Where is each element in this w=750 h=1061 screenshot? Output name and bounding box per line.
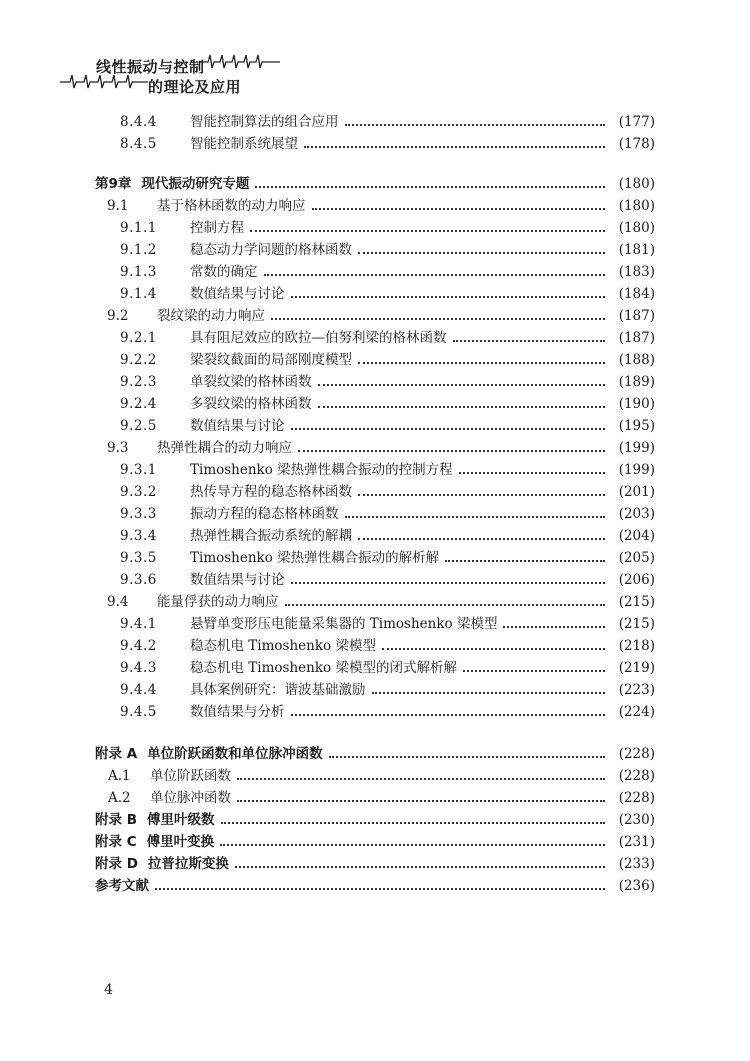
toc-entry-number: 9.2.5	[120, 418, 157, 434]
toc-entry-title: 智能控制算法的组合应用	[190, 114, 339, 130]
toc-entry-page: (230)	[618, 812, 655, 828]
toc-entry[interactable]	[0, 500, 750, 522]
leader-dots	[221, 821, 606, 824]
toc-entry-title: 稳态动力学问题的格林函数	[190, 242, 352, 258]
page-number: 4	[104, 982, 113, 998]
leader-dots	[237, 799, 605, 802]
toc-entry[interactable]	[0, 828, 750, 850]
toc-entry-title: 数值结果与讨论	[190, 286, 285, 302]
toc-entry-title: 裂纹梁的动力响应	[157, 308, 265, 324]
toc-entry-page: (236)	[618, 878, 655, 894]
toc-entry-number: 8.4.5	[120, 136, 157, 152]
toc-entry-number: 8.4.4	[120, 114, 157, 130]
toc-entry[interactable]	[0, 346, 750, 368]
toc-entry-title: 数值结果与讨论	[190, 418, 285, 434]
toc-entry[interactable]	[0, 390, 750, 412]
toc-entry-page: (180)	[618, 176, 655, 192]
toc-entry-title: 能量俘获的动力响应	[157, 594, 279, 610]
toc-entry-page: (184)	[618, 286, 655, 302]
toc-entry-title: 热传导方程的稳态格林函数	[190, 484, 352, 500]
toc-entry[interactable]	[0, 850, 750, 872]
leader-dots	[318, 383, 606, 386]
toc-entry-title: 具有阻尼效应的欧拉—伯努利梁的格林函数	[190, 330, 447, 346]
toc-entry-page: (195)	[618, 418, 655, 434]
toc-entry-title: 傅里叶级数	[147, 812, 215, 828]
toc-entry[interactable]	[0, 324, 750, 346]
toc-entry-number: 9.4.2	[120, 638, 157, 654]
leader-dots	[291, 713, 606, 716]
leader-dots	[358, 361, 605, 364]
header-title-line1: 线性振动与控制	[96, 58, 205, 76]
toc-entry-title: 稳态机电 Timoshenko 梁模型	[190, 638, 376, 654]
toc-entry-number: 9.4.3	[120, 660, 157, 676]
toc-entry-page: (215)	[618, 616, 655, 632]
toc-entry[interactable]	[0, 214, 750, 236]
toc-entry-number: 9.3.2	[120, 484, 157, 500]
toc-entry[interactable]	[0, 872, 750, 894]
toc-entry-title: 基于格林函数的动力响应	[157, 198, 306, 214]
toc-entry[interactable]	[0, 130, 750, 152]
toc-entry-title: Timoshenko 梁热弹性耦合振动的控制方程	[190, 462, 453, 478]
toc-entry-page: (219)	[618, 660, 655, 676]
leader-dots	[382, 647, 605, 650]
toc-entry-page: (199)	[618, 462, 655, 478]
leader-dots	[255, 185, 605, 188]
leader-dots	[220, 843, 605, 846]
toc-entry[interactable]	[0, 170, 750, 192]
leader-dots	[372, 691, 606, 694]
toc-entry-page: (204)	[618, 528, 655, 544]
leader-dots	[291, 295, 606, 298]
toc-entry[interactable]	[0, 478, 750, 500]
toc-entry-page: (228)	[618, 790, 655, 806]
toc-entry[interactable]	[0, 762, 750, 784]
toc-entry-number: A.1	[108, 768, 131, 784]
toc-entry[interactable]	[0, 740, 750, 762]
toc-entry[interactable]	[0, 654, 750, 676]
toc-entry-page: (231)	[618, 834, 655, 850]
toc-entry[interactable]	[0, 412, 750, 434]
toc-entry-number: 9.3.1	[120, 462, 157, 478]
leader-dots	[503, 625, 605, 628]
toc-entry-page: (201)	[618, 484, 655, 500]
toc-entry[interactable]	[0, 784, 750, 806]
toc-entry-title: 悬臂单变形压电能量采集器的 Timoshenko 梁模型	[190, 616, 498, 632]
leader-dots	[445, 559, 605, 562]
leader-dots	[271, 317, 605, 320]
toc-entry[interactable]	[0, 698, 750, 720]
toc-entry-number: 第9章	[95, 176, 132, 192]
leader-dots	[291, 581, 606, 584]
toc-entry[interactable]	[0, 676, 750, 698]
toc-entry-page: (233)	[618, 856, 655, 872]
toc-entry-title: 单位脉冲函数	[150, 790, 231, 806]
leader-dots	[345, 515, 606, 518]
toc-entry-title: 常数的确定	[190, 264, 258, 280]
toc-entry-number: 9.1.3	[120, 264, 157, 280]
toc-entry-number: 9.3.3	[120, 506, 157, 522]
toc-entry-number: 9.3.4	[120, 528, 157, 544]
leader-dots	[250, 229, 605, 232]
leader-dots	[358, 537, 605, 540]
leader-dots	[312, 207, 606, 210]
leader-dots	[235, 865, 605, 868]
leader-dots	[453, 339, 606, 342]
leader-dots	[318, 405, 606, 408]
toc-entry-page: (188)	[618, 352, 655, 368]
toc-entry[interactable]	[0, 522, 750, 544]
toc-entry-page: (178)	[618, 136, 655, 152]
waveform-icon	[200, 52, 280, 72]
toc-entry-title: 热弹性耦合振动系统的解耦	[190, 528, 352, 544]
toc-entry[interactable]	[0, 108, 750, 130]
toc-entry-number: A.2	[108, 790, 131, 806]
toc-entry-number: 附录 D	[95, 856, 138, 872]
toc-entry-number: 9.1	[107, 198, 129, 214]
toc-entry[interactable]	[0, 368, 750, 390]
toc-entry-page: (187)	[618, 308, 655, 324]
leader-dots	[264, 273, 606, 276]
toc-entry-page: (189)	[618, 374, 655, 390]
toc-entry-number: 9.4.1	[120, 616, 157, 632]
toc-entry-page: (223)	[618, 682, 655, 698]
toc-entry-title: 热弹性耦合的动力响应	[157, 440, 292, 456]
toc-entry[interactable]	[0, 302, 750, 324]
leader-dots	[345, 123, 606, 126]
toc-entry-page: (180)	[618, 198, 655, 214]
leader-dots	[304, 145, 605, 148]
toc-entry-number: 9.3.5	[120, 550, 157, 566]
toc-entry-number: 附录 C	[95, 834, 137, 850]
leader-dots	[358, 251, 605, 254]
toc-entry[interactable]	[0, 192, 750, 214]
leader-dots	[285, 603, 606, 606]
toc-entry-page: (206)	[618, 572, 655, 588]
toc-entry-title: 参考文献	[95, 878, 149, 894]
leader-dots	[155, 887, 605, 890]
toc-entry[interactable]	[0, 280, 750, 302]
toc-entry-title: 梁裂纹截面的局部刚度模型	[190, 352, 352, 368]
toc-entry-title: 控制方程	[190, 220, 244, 236]
toc-entry-number: 9.3	[107, 440, 129, 456]
toc-entry-page: (224)	[618, 704, 655, 720]
toc-entry[interactable]	[0, 434, 750, 456]
toc-entry-number: 9.2.4	[120, 396, 157, 412]
waveform-icon	[60, 72, 148, 92]
toc-entry-number: 9.2.1	[120, 330, 157, 346]
running-header	[0, 0, 750, 110]
toc-entry-page: (190)	[618, 396, 655, 412]
toc-entry-title: 单裂纹梁的格林函数	[190, 374, 312, 390]
leader-dots	[358, 493, 605, 496]
leader-dots	[237, 777, 605, 780]
toc-entry-title: 单位阶跃函数和单位脉冲函数	[147, 746, 323, 762]
toc-entry-number: 9.4.5	[120, 704, 157, 720]
toc-entry-page: (183)	[618, 264, 655, 280]
toc-entry-number: 9.2	[107, 308, 129, 324]
toc-entry[interactable]	[0, 544, 750, 566]
toc-entry-number: 9.2.3	[120, 374, 157, 390]
toc-entry-number: 9.4	[107, 594, 129, 610]
leader-dots	[463, 669, 605, 672]
toc-entry-title: Timoshenko 梁热弹性耦合振动的解析解	[190, 550, 440, 566]
toc-entry-title: 具体案例研究：谐波基础激励	[190, 682, 366, 698]
leader-dots	[329, 755, 605, 758]
toc-entry-page: (187)	[618, 330, 655, 346]
toc-entry-number: 9.2.2	[120, 352, 157, 368]
toc-entry-number: 9.4.4	[120, 682, 157, 698]
toc-entry-page: (205)	[618, 550, 655, 566]
toc-entry-title: 多裂纹梁的格林函数	[190, 396, 312, 412]
toc-entry-number: 附录 A	[95, 746, 138, 762]
toc-entry-title: 智能控制系统展望	[190, 136, 298, 152]
toc-entry-page: (181)	[618, 242, 655, 258]
toc-entry-page: (177)	[618, 114, 655, 130]
toc-entry-page: (215)	[618, 594, 655, 610]
toc-entry-title: 稳态机电 Timoshenko 梁模型的闭式解析解	[190, 660, 457, 676]
toc-entry-page: (218)	[618, 638, 655, 654]
toc-entry[interactable]	[0, 632, 750, 654]
toc-entry[interactable]	[0, 258, 750, 280]
toc-entry-page: (203)	[618, 506, 655, 522]
leader-dots	[459, 471, 605, 474]
leader-dots	[298, 449, 605, 452]
toc-entry-title: 现代振动研究专题	[141, 176, 250, 192]
toc-entry[interactable]	[0, 610, 750, 632]
toc-entry-title: 傅里叶变换	[146, 834, 215, 850]
toc-entry-title: 数值结果与分析	[190, 704, 285, 720]
toc-entry[interactable]	[0, 806, 750, 828]
toc-entry-page: (180)	[618, 220, 655, 236]
leader-dots	[291, 427, 606, 430]
toc-entry[interactable]	[0, 236, 750, 258]
toc-entry-page: (228)	[618, 768, 655, 784]
toc-entry-page: (228)	[618, 746, 655, 762]
toc-entry[interactable]	[0, 588, 750, 610]
toc-entry-title: 拉普拉斯变换	[147, 856, 229, 872]
toc-entry-number: 9.1.1	[120, 220, 157, 236]
toc-entry[interactable]	[0, 566, 750, 588]
toc-entry[interactable]	[0, 456, 750, 478]
toc-entry-page: (199)	[618, 440, 655, 456]
toc-entry-number: 附录 B	[95, 812, 137, 828]
toc-entry-number: 9.1.4	[120, 286, 157, 302]
toc-entry-number: 9.3.6	[120, 572, 157, 588]
toc-entry-title: 数值结果与讨论	[190, 572, 285, 588]
toc-entry-title: 振动方程的稳态格林函数	[190, 506, 339, 522]
header-title-line2: 的理论及应用	[148, 78, 242, 96]
toc-entry-number: 9.1.2	[120, 242, 157, 258]
toc-entry-title: 单位阶跃函数	[150, 768, 231, 784]
